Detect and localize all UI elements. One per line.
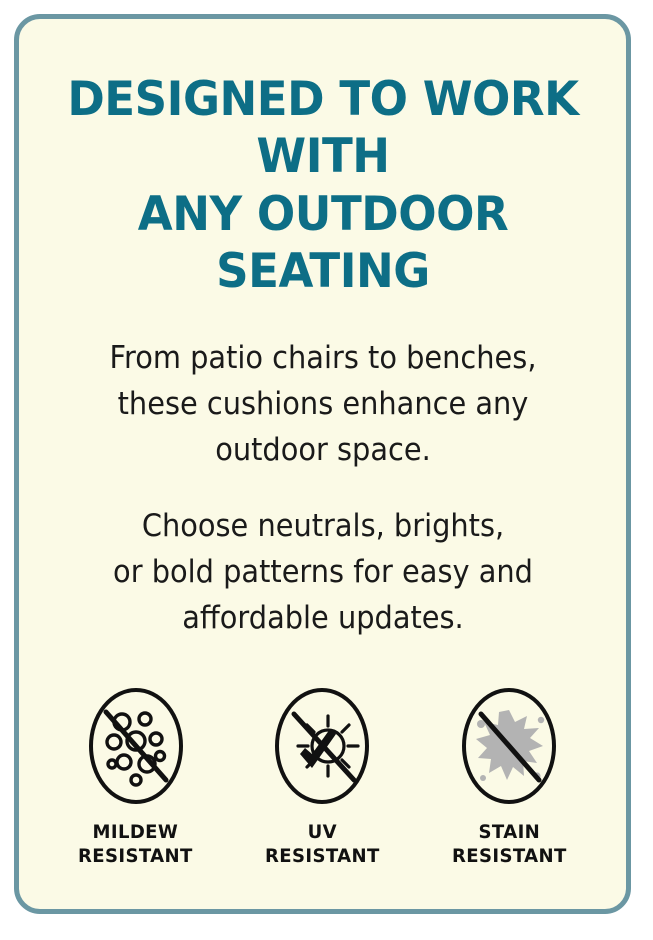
paragraph-1-line-3: outdoor space.	[214, 432, 431, 469]
mildew-resistant-icon	[84, 684, 188, 808]
description-text	[63, 336, 583, 641]
badge-stain-resistant	[424, 684, 594, 869]
badge-label-line-1: MILDEW	[92, 820, 179, 843]
feature-badges	[43, 684, 603, 869]
badge-label	[449, 820, 570, 869]
paragraph-1-line-2: these cushions enhance any	[117, 386, 528, 423]
headline-line-1: DESIGNED TO WORK WITH	[66, 72, 579, 185]
badge-label-line-2: RESISTANT	[265, 844, 380, 867]
paragraph-2	[81, 504, 565, 642]
feature-card	[14, 14, 631, 914]
stain-resistant-icon	[457, 684, 561, 808]
uv-resistant-icon	[270, 684, 374, 808]
paragraph-1	[81, 336, 565, 474]
paragraph-2-line-3: affordable updates.	[181, 599, 464, 636]
badge-mildew-resistant	[51, 684, 221, 869]
badge-label-line-2: RESISTANT	[78, 844, 194, 867]
page-title	[43, 71, 603, 300]
headline-line-2: ANY OUTDOOR SEATING	[137, 186, 508, 299]
badge-label-line-1: UV	[307, 820, 338, 843]
badge-label-line-1: STAIN	[478, 820, 540, 843]
paragraph-2-line-2: or bold patterns for easy and	[112, 553, 533, 590]
paragraph-1-line-1: From patio chairs to benches,	[109, 340, 536, 377]
badge-label-line-2: RESISTANT	[451, 844, 567, 867]
badge-label	[262, 820, 383, 869]
badge-uv-resistant	[237, 684, 407, 869]
badge-label	[75, 820, 196, 869]
paragraph-2-line-1: Choose neutrals, brights,	[141, 507, 504, 544]
